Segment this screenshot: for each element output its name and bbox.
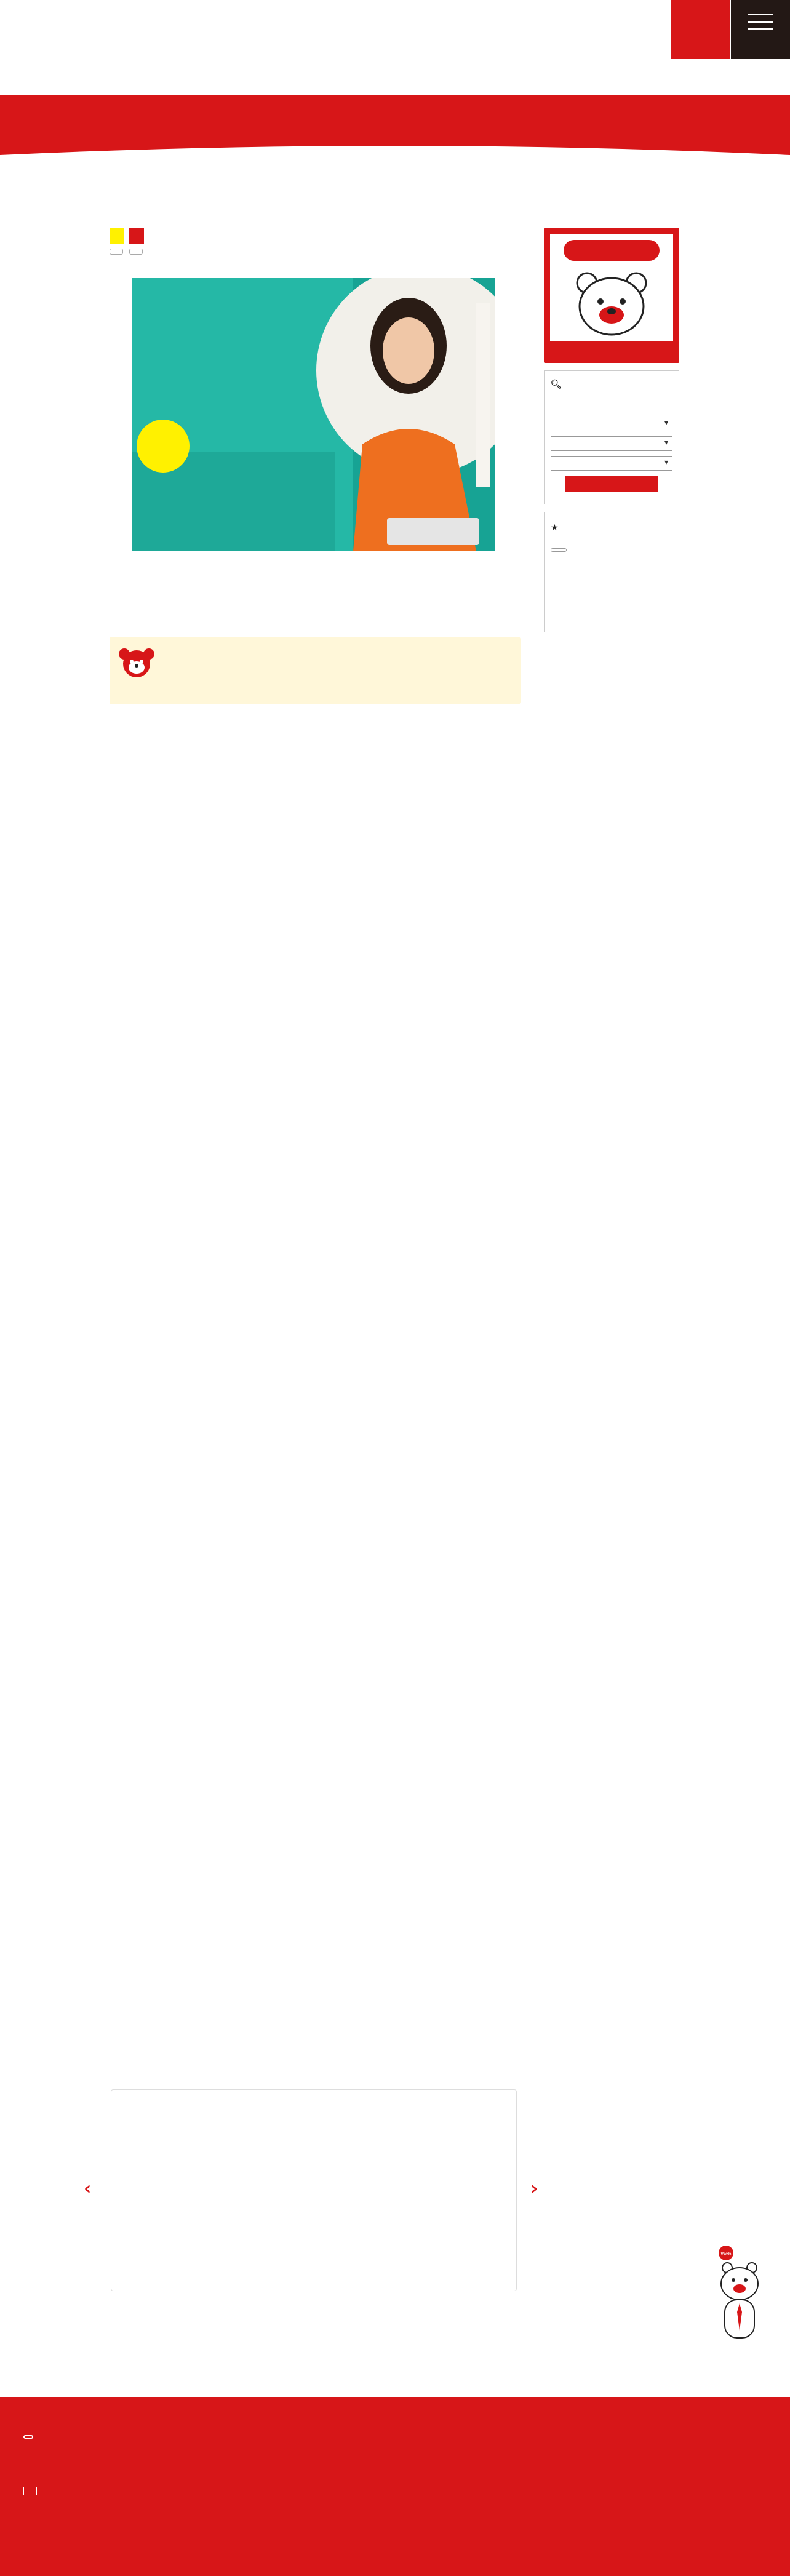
star-icon: ★ — [551, 523, 559, 533]
bear-mascot-icon — [117, 647, 156, 679]
search-button[interactable] — [565, 476, 658, 492]
search-box — [544, 370, 679, 504]
image-tel-badge — [137, 420, 190, 473]
favorite-actions — [110, 249, 521, 255]
register-banner-bubble — [564, 240, 660, 261]
bear-mascot-icon — [714, 2244, 765, 2349]
register-banner[interactable] — [544, 228, 679, 363]
banner-curve — [0, 143, 790, 180]
svg-text:Web: Web — [720, 2251, 732, 2257]
register-banner-art — [550, 234, 673, 341]
carousel-next-button[interactable]: › — [530, 2178, 538, 2199]
sidebar — [544, 228, 679, 632]
web-register-button[interactable] — [671, 0, 730, 59]
carousel-prev-button[interactable]: ‹ — [84, 2178, 92, 2199]
global-nav — [0, 59, 790, 95]
favorite-box — [544, 512, 679, 632]
menu-button[interactable] — [731, 0, 790, 59]
clear-favorites-button[interactable] — [551, 548, 567, 552]
wage-select[interactable] — [551, 456, 672, 471]
favorite-title — [551, 521, 672, 535]
badge-new — [129, 228, 144, 244]
free-dial-icon — [23, 2435, 33, 2439]
job-type-select[interactable] — [551, 436, 672, 451]
page-banner — [0, 95, 790, 178]
job-main-image — [132, 278, 495, 551]
staff-page-button[interactable] — [23, 2487, 37, 2495]
job-point-box — [110, 637, 521, 704]
search-title — [551, 380, 672, 389]
badge-pickup — [110, 228, 124, 244]
bear-mascot-icon — [575, 269, 648, 337]
add-favorite-button[interactable] — [110, 249, 123, 255]
favorite-list-link[interactable] — [129, 249, 143, 255]
area-select[interactable] — [551, 417, 672, 431]
site-header — [0, 0, 790, 59]
footer-tel[interactable] — [23, 2435, 42, 2439]
search-icon: 🔍︎ — [551, 380, 562, 389]
site-footer — [0, 2397, 790, 2576]
job-badges — [110, 228, 521, 245]
hamburger-icon — [748, 14, 773, 36]
similar-jobs-carousel — [111, 2089, 517, 2291]
job-detail — [110, 228, 521, 255]
keyword-input[interactable] — [551, 396, 672, 410]
